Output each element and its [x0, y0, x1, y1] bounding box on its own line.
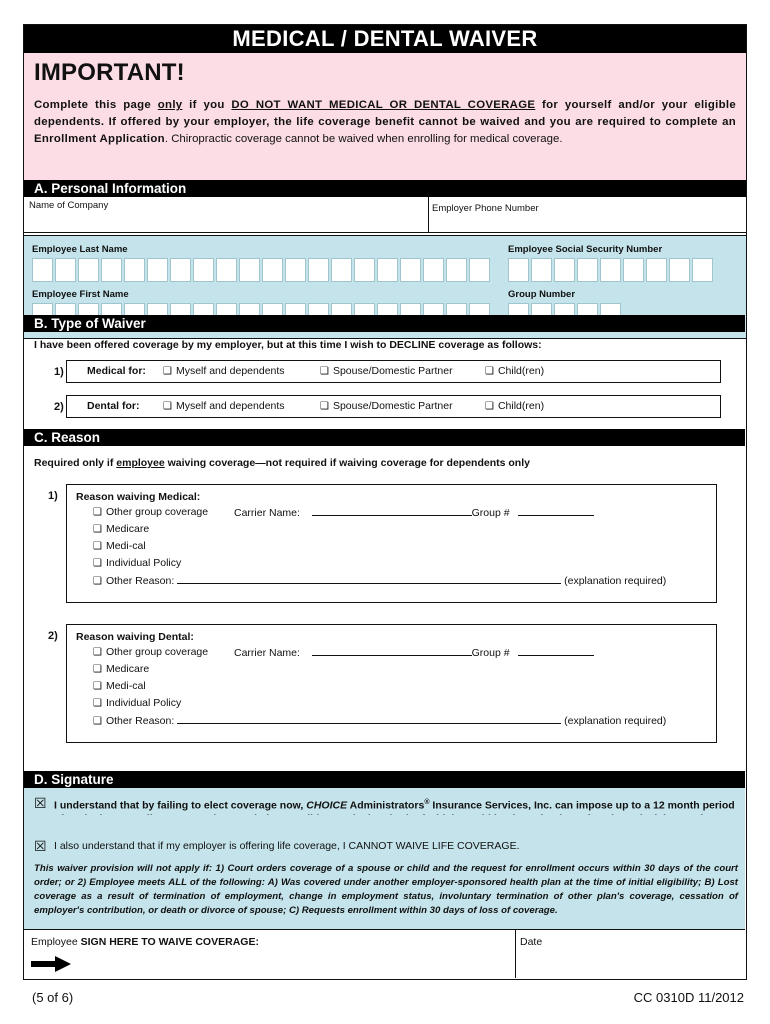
char-box[interactable] — [170, 258, 191, 282]
option-label: Myself and dependents — [175, 400, 285, 412]
char-box[interactable] — [600, 258, 621, 282]
char-box[interactable] — [124, 258, 145, 282]
waiver-provision-text: This waiver provision will not apply if: 1) Court orders coverage of a spouse or child and the request for enrollment occurs within 30 days of the court order; or 2) Employee meets ALL of the following: A) Was covered under another employer-sponsored health plan at the time of initial eligibility; B) Lost coverage as a result of termination of employment, change in employment status, involuntary termination of other plan's coverage, cessation of employer's contribution, or death or divorce of spouse; C) Requests enrollment within 30 days of loss of coverage. — [34, 863, 738, 916]
char-box[interactable] — [423, 258, 444, 282]
checkbox-icon: ❑ — [93, 681, 102, 692]
medical-medicare-checkbox[interactable] — [93, 523, 149, 535]
char-box[interactable] — [669, 258, 690, 282]
checkbox-icon: ❑ — [93, 541, 102, 552]
medical-for-label: Medical for: — [87, 365, 146, 377]
signature-row — [24, 930, 745, 978]
char-box[interactable] — [577, 258, 598, 282]
checkbox-icon: ❑ — [485, 401, 494, 412]
char-box[interactable] — [239, 258, 260, 282]
reason-note — [34, 457, 530, 469]
option-label: Medi-cal — [105, 680, 146, 692]
dental-myself-checkbox[interactable] — [163, 400, 285, 412]
group-label: Group # — [471, 507, 510, 519]
medical-spouse-checkbox[interactable] — [320, 365, 453, 377]
dental-individual-checkbox[interactable] — [93, 697, 181, 709]
stmt-1b: CHOICE — [306, 799, 348, 812]
checkbox-icon: ❑ — [93, 664, 102, 675]
section-c — [24, 429, 745, 769]
char-box[interactable] — [32, 258, 53, 282]
important-notice — [24, 53, 746, 180]
char-box[interactable] — [193, 258, 214, 282]
group-line — [518, 506, 594, 516]
option-label: Other group coverage — [105, 506, 209, 518]
option-label: Child(ren) — [497, 400, 545, 412]
stmt-1d: Insurance Services, Inc. can impose up to a 12 month period — [432, 799, 735, 812]
checkbox-icon: ❑ — [93, 698, 102, 709]
date-label: Date — [520, 936, 543, 948]
char-box[interactable] — [623, 258, 644, 282]
char-box[interactable] — [446, 258, 467, 282]
medical-reason-title: Reason waiving Medical: — [76, 491, 201, 503]
medical-other-group-checkbox[interactable] — [93, 506, 208, 518]
char-box[interactable] — [400, 258, 421, 282]
reason-note-c: waiving coverage—not required if waiving coverage for dependents only — [164, 457, 530, 469]
important-text — [34, 97, 736, 148]
medical-individual-checkbox[interactable] — [93, 557, 181, 569]
important-t6: . Chiropractic coverage cannot be waived when enrolling for medical coverage. — [164, 133, 563, 145]
checkbox-icon: ❑ — [320, 401, 329, 412]
char-box[interactable] — [508, 258, 529, 282]
char-box[interactable] — [78, 258, 99, 282]
signature-statement-2: I also understand that if my employer is offering life coverage, I CANNOT WAIVE LIFE COVERAGE. — [54, 840, 520, 852]
important-t5: for yourself and/or your eligible dependents. If offered by your employer, the life coverage benefit cannot be waived and you are required to complete an Enrollment Application — [34, 99, 736, 145]
company-name-label: Name of Company — [29, 200, 109, 211]
option-label: Other Reason: — [105, 715, 175, 727]
checked-box-icon: ☒ — [34, 795, 47, 811]
checkbox-icon: ❑ — [93, 524, 102, 535]
last-name-input[interactable] — [32, 258, 490, 282]
employer-phone-field[interactable] — [429, 197, 746, 232]
sign-label-a: Employee — [31, 936, 81, 948]
checkbox-icon: ❑ — [93, 716, 102, 727]
section-b — [24, 315, 745, 434]
medical-carrier-field[interactable] — [234, 506, 594, 519]
checkbox-icon: ❑ — [320, 366, 329, 377]
dental-carrier-field[interactable] — [234, 646, 594, 659]
char-box[interactable] — [646, 258, 667, 282]
option-label: Individual Policy — [105, 697, 182, 709]
first-name-label: Employee First Name — [32, 289, 129, 300]
carrier-label: Carrier Name: — [234, 647, 300, 659]
option-label: Myself and dependents — [175, 365, 285, 377]
form-id: CC 0310D 11/2012 — [633, 990, 744, 1005]
group-line — [518, 646, 594, 656]
company-row — [24, 197, 746, 233]
checkbox-icon: ❑ — [93, 558, 102, 569]
important-t1: Complete this page — [34, 99, 158, 111]
medical-row-num: 1) — [54, 366, 64, 378]
section-d-heading: D. Signature — [24, 771, 745, 788]
carrier-line — [312, 646, 472, 656]
char-box[interactable] — [531, 258, 552, 282]
sign-label-b: SIGN HERE TO WAIVE COVERAGE: — [80, 936, 259, 948]
char-box[interactable] — [692, 258, 713, 282]
char-box[interactable] — [331, 258, 352, 282]
arrow-right-icon — [31, 956, 71, 972]
group-number-label: Group Number — [508, 289, 576, 300]
checkbox-icon: ❑ — [93, 647, 102, 658]
option-label: Other Reason: — [105, 575, 175, 587]
date-field[interactable] — [516, 930, 745, 978]
dental-row-num: 2) — [54, 401, 64, 413]
char-box[interactable] — [469, 258, 490, 282]
other-reason-line — [177, 574, 561, 584]
dental-spouse-checkbox[interactable] — [320, 400, 453, 412]
reason-note-b: employee — [116, 457, 165, 469]
dental-other-reason-checkbox[interactable] — [93, 714, 666, 727]
dental-other-group-checkbox[interactable] — [93, 646, 208, 658]
char-box[interactable] — [262, 258, 283, 282]
dental-children-checkbox[interactable] — [485, 400, 544, 412]
carrier-label: Carrier Name: — [234, 507, 300, 519]
dental-medicare-checkbox[interactable] — [93, 663, 149, 675]
checkbox-icon: ❑ — [163, 366, 172, 377]
char-box[interactable] — [101, 258, 122, 282]
checkbox-icon: ❑ — [163, 401, 172, 412]
stmt-1reg: ® — [424, 799, 430, 806]
page-number: (5 of 6) — [32, 990, 74, 1005]
medical-medical-checkbox[interactable] — [93, 540, 146, 552]
dental-medical-checkbox[interactable] — [93, 680, 146, 692]
important-t3: if you — [182, 99, 232, 111]
option-label: Child(ren) — [497, 365, 545, 377]
dental-reason-box — [66, 624, 717, 743]
section-b-heading: B. Type of Waiver — [24, 315, 745, 332]
dental-reason-num: 2) — [48, 630, 58, 642]
char-box[interactable] — [354, 258, 375, 282]
employer-phone-label: Employer Phone Number — [432, 203, 539, 214]
option-label: Individual Policy — [105, 557, 182, 569]
dental-waiver-row — [66, 395, 721, 418]
stmt-1a: I understand that by failing to elect coverage now, — [54, 799, 307, 812]
char-box[interactable] — [377, 258, 398, 282]
dental-reason-title: Reason waiving Dental: — [76, 631, 194, 643]
checked-box-icon: ☒ — [34, 838, 47, 854]
last-name-label: Employee Last Name — [32, 244, 128, 255]
form-title: MEDICAL / DENTAL WAIVER — [24, 25, 746, 53]
company-name-field[interactable] — [24, 197, 429, 232]
medical-waiver-row — [66, 360, 721, 383]
option-label: Medi-cal — [105, 540, 146, 552]
carrier-line — [312, 506, 472, 516]
waiver-intro: I have been offered coverage by my employer, but at this time I wish to DECLINE coverage as follows: — [34, 339, 542, 351]
group-label: Group # — [471, 647, 510, 659]
medical-children-checkbox[interactable] — [485, 365, 544, 377]
char-box[interactable] — [55, 258, 76, 282]
ssn-label: Employee Social Security Number — [508, 244, 663, 255]
explanation-label: (explanation required) — [564, 575, 667, 587]
option-label: Medicare — [105, 523, 150, 535]
explanation-label: (explanation required) — [564, 715, 667, 727]
char-box[interactable] — [554, 258, 575, 282]
important-t2: only — [157, 99, 183, 111]
checkbox-icon: ❑ — [93, 507, 102, 518]
dental-for-label: Dental for: — [87, 400, 140, 412]
medical-reason-box — [66, 484, 717, 603]
medical-other-reason-checkbox[interactable] — [93, 574, 666, 587]
section-c-heading: C. Reason — [24, 429, 745, 446]
employee-signature-field[interactable] — [24, 930, 516, 978]
other-reason-line — [177, 714, 561, 724]
section-d-heading-wrap — [24, 771, 745, 788]
waiver-form — [23, 24, 747, 980]
important-heading: IMPORTANT! — [34, 59, 185, 86]
section-a-heading: A. Personal Information — [24, 180, 746, 197]
stmt-1c: Administrators — [347, 799, 425, 812]
reason-note-a: Required only if — [34, 457, 117, 469]
option-label: Spouse/Domestic Partner — [332, 400, 453, 412]
char-box[interactable] — [147, 258, 168, 282]
char-box[interactable] — [285, 258, 306, 282]
medical-myself-checkbox[interactable] — [163, 365, 285, 377]
medical-reason-num: 1) — [48, 490, 58, 502]
checkbox-icon: ❑ — [485, 366, 494, 377]
char-box[interactable] — [308, 258, 329, 282]
checkbox-icon: ❑ — [93, 576, 102, 587]
option-label: Spouse/Domestic Partner — [332, 365, 453, 377]
signature-block — [24, 815, 745, 930]
section-d-spacer — [24, 788, 745, 815]
waiver-options — [24, 354, 745, 434]
char-box[interactable] — [216, 258, 237, 282]
important-t4: DO NOT WANT MEDICAL OR DENTAL COVERAGE — [231, 99, 536, 111]
option-label: Medicare — [105, 663, 150, 675]
option-label: Other group coverage — [105, 646, 209, 658]
ssn-input[interactable] — [508, 258, 713, 282]
